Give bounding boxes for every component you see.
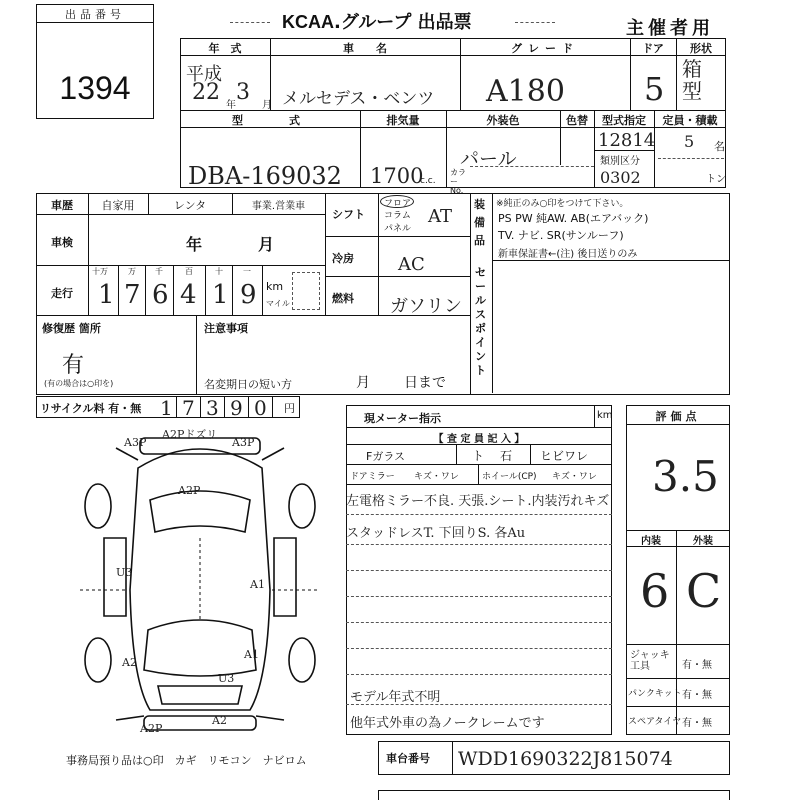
mileage-unit-100: 百 (185, 267, 193, 276)
capacity-label: 定員・積載 (662, 114, 718, 127)
ac-value: AC (398, 254, 425, 275)
mileage-unit-10: 十 (215, 267, 223, 276)
mirror-label: ドアミラー (350, 472, 395, 482)
rating-score: 3.5 (652, 452, 719, 501)
title-text: .グループ 出品票 (334, 12, 472, 33)
comment-line4: 他年式外車の為ノークレームです (350, 716, 545, 731)
meter-unit: km (597, 410, 613, 421)
mileage-unit-mile: マイル (266, 299, 290, 308)
grade-value: A180 (486, 74, 565, 109)
mileage-unit-1k: 千 (155, 267, 163, 276)
recycle-digit-2: 7 (182, 396, 195, 420)
shape-label: 形状 (690, 42, 712, 55)
shift-label: シフト (332, 208, 365, 221)
diagram-bottom-note: 事務局預り品は○印 カギ リモコン ナビロム (66, 754, 307, 767)
equipment-line1: PS PW 純AW. AB(エアバック) (498, 212, 649, 225)
mileage-unit-1: 一 (243, 267, 251, 276)
puncture-value: 有・無 (682, 690, 712, 701)
wheel-label: ホイール(CP) (482, 472, 537, 482)
comment-line3: モデル年式不明 (350, 690, 441, 705)
damage-mark-right-door: A1 (250, 578, 265, 591)
interior-grade: 6 (640, 564, 670, 618)
year-label: 年 式 (208, 42, 242, 55)
chassis-value: WDD1690322J815074 (458, 748, 673, 770)
repair-value: 有 (62, 353, 85, 378)
equipment-label: 装備品 (474, 198, 485, 247)
spare-value: 有・無 (682, 718, 712, 729)
equipment-note: ※純正のみ○印をつけて下さい。 (496, 199, 629, 209)
jack-label: ジャッキ工具 (630, 650, 670, 672)
sales-point-label: セールスポイント (475, 266, 486, 377)
grade-label: グレード (511, 42, 579, 55)
recycle-unit: 円 (284, 402, 295, 415)
maker-label: 車 名 (343, 42, 387, 55)
month-unit: 月 (262, 100, 272, 111)
equipment-line3: 新車保証書←(注) 後日送りのみ (498, 249, 638, 260)
glass-chip: ト (472, 449, 485, 463)
model-value: DBA-169032 (188, 162, 342, 190)
fuel-value: ガソリン (390, 296, 462, 317)
color-label: 外装色 (486, 114, 520, 127)
ac-label: 冷房 (332, 252, 354, 265)
notes-label: 注意事項 (204, 322, 248, 335)
mileage-unit-100k: 十万 (92, 267, 108, 276)
history-option-commercial: 事業.営業車 (251, 201, 306, 212)
history-label: 車歴 (51, 199, 73, 212)
damage-mark-front-left: A3P (124, 436, 147, 449)
load-unit: トン (706, 174, 726, 185)
recolor-label: 色替 (566, 114, 588, 127)
designation-value: 12814 (598, 130, 656, 151)
color-no-label: カラー No. (450, 168, 466, 195)
damage-mark-front-right: A3P (232, 436, 255, 449)
class-label: 類別区分 (600, 156, 640, 167)
mileage-unit-10k: 万 (128, 267, 136, 276)
displacement-label: 排気量 (386, 114, 420, 127)
rating-label: 評価点 (655, 410, 701, 423)
form-title (282, 8, 472, 34)
damage-mark-front: A2Pドズリ (162, 428, 218, 441)
mirror-value: キズ・ワレ (414, 472, 459, 482)
interior-label: 内装 (641, 536, 661, 547)
shift-option-column: コラム (384, 211, 411, 221)
damage-mark-rear: A2 (212, 714, 227, 727)
era-value: 平成 (186, 64, 222, 85)
damage-mark-left-rear: A2 (122, 656, 137, 669)
damage-mark-rear-bumper: A2P (140, 722, 163, 735)
maker-value: メルセデス・ベンツ (282, 89, 435, 109)
spare-label: スペアタイヤ (628, 717, 682, 727)
glass-crack: ヒビワレ (540, 449, 589, 463)
meter-label: 現メーター指示 (364, 412, 441, 425)
damage-mark-trunk: U3 (218, 672, 235, 685)
year-unit: 年 (226, 100, 236, 111)
history-option-private: 自家用 (101, 199, 135, 212)
recycle-digit-1: 1 (160, 396, 173, 420)
shift-option-floor: フロア (384, 199, 412, 209)
mileage-digit-100k: 1 (98, 280, 115, 310)
designation-label: 型式指定 (602, 114, 646, 127)
inspection-month-unit: 月 (258, 235, 275, 254)
car-damage-diagram (80, 420, 320, 740)
color-value: パール (460, 148, 517, 170)
mileage-digit-10k: 7 (124, 280, 141, 310)
title-deadline-label: 名変期日の短い方 (204, 378, 292, 391)
doors-label: ドア (642, 42, 664, 55)
capacity-value: 5 (684, 132, 695, 151)
year-value: 22 (192, 80, 220, 105)
recycle-digit-4: 9 (230, 396, 243, 420)
model-label: 型 式 (232, 114, 308, 127)
deadline-month: 月 (356, 375, 370, 391)
shift-value: AT (428, 206, 453, 227)
inspection-year-unit: 年 (186, 235, 203, 254)
comment-line1: 左電格ミラー不良. 天張.シート.内装汚れキズ (346, 494, 610, 509)
displacement-value: 1700 (370, 164, 424, 188)
recycle-label: リサイクル料 有・無 (40, 402, 142, 415)
glass-label: Fガラス (366, 450, 405, 463)
role-label: 主催者用 (626, 18, 714, 39)
recycle-digit-5: 0 (254, 396, 267, 420)
doors-value: 5 (644, 70, 665, 108)
puncture-label: パンクキット (628, 689, 682, 699)
damage-mark-hood: A2P (178, 484, 201, 497)
mileage-label: 走行 (51, 287, 73, 300)
fuel-label: 燃料 (332, 292, 354, 305)
exterior-label: 外装 (693, 536, 713, 547)
equipment-line2: TV. ナビ. SR(サンルーフ) (498, 229, 624, 242)
mileage-digit-1: 9 (240, 280, 257, 310)
displacement-unit: c.c. (420, 176, 436, 186)
wheel-value: キズ・ワレ (552, 472, 597, 482)
glass-stone: 石 (500, 449, 513, 463)
shift-option-panel: パネル (384, 224, 412, 234)
chassis-label: 車台番号 (386, 752, 430, 765)
inspector-header: 【 査 定 員 記 入 】 (433, 434, 525, 445)
history-option-rental: レンタ (173, 199, 207, 212)
shape-value: 箱型 (682, 57, 702, 103)
inspection-label: 車検 (51, 236, 73, 249)
recycle-digit-3: 3 (206, 396, 219, 420)
month-value: 3 (236, 80, 250, 105)
brand-logo: KCAA (282, 12, 334, 32)
mileage-digit-1k: 6 (152, 280, 169, 310)
mileage-digit-10: 1 (212, 280, 229, 310)
exterior-grade: C (686, 564, 722, 618)
damage-mark-right-rear: A1 (244, 648, 259, 661)
mileage-unit-km: km (266, 280, 284, 293)
class-value: 0302 (600, 168, 641, 187)
capacity-unit: 名 (714, 140, 725, 153)
repair-note: (有の場合は○印を) (44, 379, 114, 388)
lot-number-label: 出品番号 (65, 8, 125, 21)
mileage-digit-100: 4 (180, 280, 197, 310)
lot-number: 1394 (59, 70, 131, 106)
deadline-day: 日まで (404, 375, 446, 391)
repair-label: 修復歴 箇所 (42, 322, 101, 335)
jack-value: 有・無 (682, 660, 712, 671)
damage-mark-left-door: U3 (116, 566, 133, 579)
comment-line2: スタッドレスT. 下回りS. 各Au (346, 526, 526, 541)
